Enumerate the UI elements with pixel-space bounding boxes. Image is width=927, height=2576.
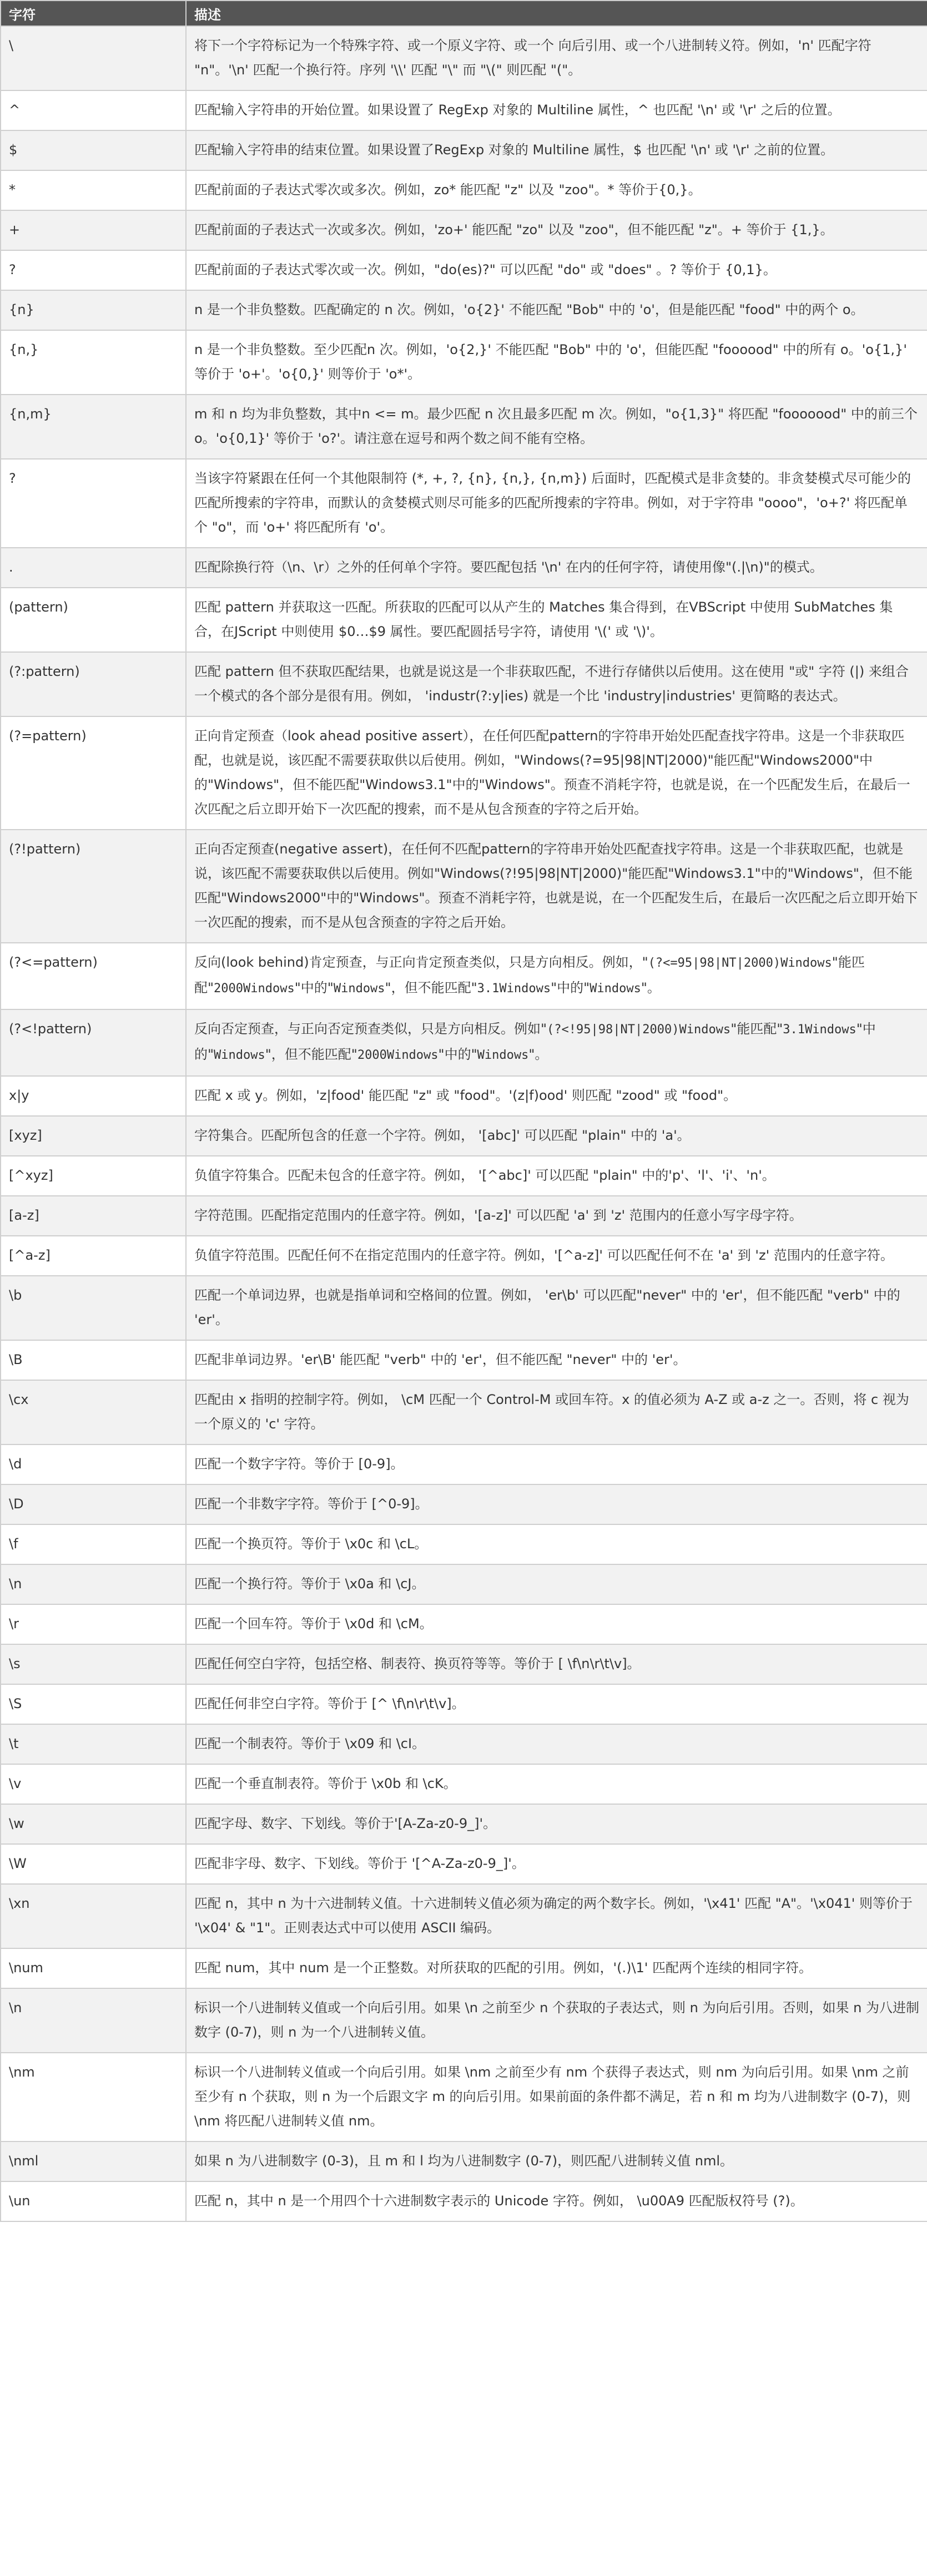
table-row — [1, 1484, 927, 1524]
desc-cell: 匹配 n，其中 n 为十六进制转义值。十六进制转义值必须为确定的两个数字长。例如，'\x41' 匹配 "A"。'\x041' 则等价于 '\x04' & "1"。正则表达式中可以使用 ASCII 编码。 — [186, 1884, 927, 1948]
char-cell: \t — [1, 1724, 186, 1764]
table-row — [1, 1644, 927, 1684]
desc-cell: 将下一个字符标记为一个特殊字符、或一个原义字符、或一个 向后引用、或一个八进制转义符。例如，'n' 匹配字符 "n"。'\n' 匹配一个换行符。序列 '\\' 匹配 "\" 而 "\(" 则匹配 "("。 — [186, 26, 927, 90]
desc-text: "中的" — [294, 980, 334, 996]
table-row — [1, 1236, 927, 1276]
table-row — [1, 2053, 927, 2141]
desc-cell: 负值字符集合。匹配未包含的任意字符。例如， '[^abc]' 可以匹配 "plain" 中的'p'、'l'、'i'、'n'。 — [186, 1156, 927, 1196]
table-row — [1, 1380, 927, 1444]
table-row — [1, 1764, 927, 1804]
desc-text: 反向(look behind)肯定预查，与正向肯定预查类似，只是方向相反。例如，" — [194, 954, 648, 970]
desc-cell: 匹配任何非空白字符。等价于 [^ \f\n\r\t\v]。 — [186, 1684, 927, 1724]
desc-cell: 匹配一个换行符。等价于 \x0a 和 \cJ。 — [186, 1564, 927, 1604]
desc-cell — [186, 943, 927, 1009]
desc-cell: 匹配前面的子表达式零次或多次。例如，zo* 能匹配 "z" 以及 "zoo"。* 等价于{0,}。 — [186, 170, 927, 210]
desc-cell: 匹配一个回车符。等价于 \x0d 和 \cM。 — [186, 1604, 927, 1644]
code-snippet: 3.1Windows — [477, 982, 551, 996]
table-row — [1, 250, 927, 290]
char-cell: [a-z] — [1, 1196, 186, 1236]
desc-text: "中的" — [551, 980, 590, 996]
char-cell: \d — [1, 1444, 186, 1484]
char-cell: (?<=pattern) — [1, 943, 186, 1009]
table-row — [1, 716, 927, 830]
char-cell: \w — [1, 1804, 186, 1844]
desc-text: "，但不能匹配" — [265, 1047, 357, 1062]
char-cell: + — [1, 210, 186, 250]
desc-cell — [186, 1009, 927, 1076]
table-row — [1, 1988, 927, 2053]
desc-cell: 匹配非单词边界。'er\B' 能匹配 "verb" 中的 'er'，但不能匹配 "never" 中的 'er'。 — [186, 1340, 927, 1380]
desc-cell: m 和 n 均为非负整数，其中n <= m。最少匹配 n 次且最多匹配 m 次。例如，"o{1,3}" 将匹配 "fooooood" 中的前三个 o。'o{0,1}' 等价于 'o?'。请注意在逗号和两个数之间不能有空格。 — [186, 395, 927, 459]
code-snippet: (?<!95|98|NT|2000)Windows — [547, 1023, 731, 1037]
char-cell: \num — [1, 1948, 186, 1988]
table-row — [1, 1196, 927, 1236]
table-row — [1, 943, 927, 1009]
char-cell: {n} — [1, 290, 186, 330]
char-cell: {n,m} — [1, 395, 186, 459]
desc-cell: 匹配 num，其中 num 是一个正整数。对所获取的匹配的引用。例如，'(.)\1' 匹配两个连续的相同字符。 — [186, 1948, 927, 1988]
desc-cell: 匹配一个非数字字符。等价于 [^0-9]。 — [186, 1484, 927, 1524]
char-cell: \r — [1, 1604, 186, 1644]
char-cell: ? — [1, 250, 186, 290]
char-cell: (?:pattern) — [1, 652, 186, 716]
char-cell: \W — [1, 1844, 186, 1884]
table-row — [1, 459, 927, 548]
table-row — [1, 1524, 927, 1564]
char-cell: \D — [1, 1484, 186, 1524]
table-row — [1, 1444, 927, 1484]
desc-cell: 匹配 x 或 y。例如，'z|food' 能匹配 "z" 或 "food"。'(z|f)ood' 则匹配 "zood" 或 "food"。 — [186, 1076, 927, 1116]
char-cell: (?<!pattern) — [1, 1009, 186, 1076]
char-cell: [^xyz] — [1, 1156, 186, 1196]
desc-cell: 匹配除换行符（\n、\r）之外的任何单个字符。要匹配包括 '\n' 在内的任何字符，请使用像"(.|\n)"的模式。 — [186, 548, 927, 588]
desc-cell: 匹配 n，其中 n 是一个用四个十六进制数字表示的 Unicode 字符。例如， \u00A9 匹配版权符号 (?)。 — [186, 2181, 927, 2221]
code-snippet: Windows — [333, 982, 385, 996]
table-row — [1, 290, 927, 330]
desc-cell: 匹配一个垂直制表符。等价于 \x0b 和 \cK。 — [186, 1764, 927, 1804]
table-row — [1, 1276, 927, 1340]
desc-text: "，但不能匹配" — [385, 980, 477, 996]
char-cell: \v — [1, 1764, 186, 1804]
desc-cell: 字符集合。匹配所包含的任意一个字符。例如， '[abc]' 可以匹配 "plain" 中的 'a'。 — [186, 1116, 927, 1156]
table-row — [1, 395, 927, 459]
desc-cell: 负值字符范围。匹配任何不在指定范围内的任意字符。例如，'[^a-z]' 可以匹配任何不在 'a' 到 'z' 范围内的任意字符。 — [186, 1236, 927, 1276]
table-row — [1, 170, 927, 210]
table-row — [1, 652, 927, 716]
desc-text: "。 — [528, 1047, 548, 1062]
table-row — [1, 1684, 927, 1724]
desc-text: "中的" — [438, 1047, 477, 1062]
desc-text: 反向否定预查，与正向否定预查类似，只是方向相反。例如" — [194, 1021, 547, 1037]
desc-cell: 当该字符紧跟在任何一个其他限制符 (*, +, ?, {n}, {n,}, {n,m}) 后面时，匹配模式是非贪婪的。非贪婪模式尽可能少的匹配所搜索的字符串，而默认的贪婪模式则尽可能多的匹配所搜索的字符串。例如，对于字符串 "oooo"，'o+?' 将匹配单个 "o"，而 'o+' 将匹配所有 'o'。 — [186, 459, 927, 548]
desc-text: "能匹配" — [730, 1021, 783, 1037]
code-snippet: Windows — [477, 1048, 529, 1062]
desc-text: "。 — [641, 980, 661, 996]
char-cell: \un — [1, 2181, 186, 2221]
char-cell: [^a-z] — [1, 1236, 186, 1276]
char-cell: \xn — [1, 1884, 186, 1948]
desc-cell: 正向否定预查(negative assert)，在任何不匹配pattern的字符串开始处匹配查找字符串。这是一个非获取匹配，也就是说，该匹配不需要获取供以后使用。例如"Windows(?!95|98|NT|2000)"能匹配"Windows3.1"中的"Windows"，但不能匹配"Windows2000"中的"Windows"。预查不消耗字符，也就是说，在一个匹配发生后，在最后一次匹配之后立即开始下一次匹配的搜索，而不是从包含预查的字符之后开始。 — [186, 830, 927, 943]
desc-cell: 匹配字母、数字、下划线。等价于'[A-Za-z0-9_]'。 — [186, 1804, 927, 1844]
code-snippet: (?<=95|98|NT|2000)Windows — [648, 956, 832, 970]
char-cell: (?!pattern) — [1, 830, 186, 943]
code-snippet: 3.1Windows — [783, 1023, 857, 1037]
table-row — [1, 90, 927, 130]
char-cell: (?=pattern) — [1, 716, 186, 830]
column-header-desc: 描述 — [186, 1, 927, 26]
char-cell: $ — [1, 130, 186, 170]
desc-cell: 正向肯定预查（look ahead positive assert），在任何匹配pattern的字符串开始处匹配查找字符串。这是一个非获取匹配，也就是说，该匹配不需要获取供以后使用。例如，"Windows(?=95|98|NT|2000)"能匹配"Windows2000"中的"Windows"，但不能匹配"Windows3.1"中的"Windows"。预查不消耗字符，也就是说，在一个匹配发生后，在最后一次匹配之后立即开始下一次匹配的搜索，而不是从包含预查的字符之后开始。 — [186, 716, 927, 830]
desc-cell: 匹配一个数字字符。等价于 [0-9]。 — [186, 1444, 927, 1484]
table-row — [1, 330, 927, 395]
char-cell: \s — [1, 1644, 186, 1684]
char-cell: (pattern) — [1, 588, 186, 652]
desc-cell: 标识一个八进制转义值或一个向后引用。如果 \n 之前至少 n 个获取的子表达式，则 n 为向后引用。否则，如果 n 为八进制数字 (0-7)，则 n 为一个八进制转义值。 — [186, 1988, 927, 2053]
table-row — [1, 2141, 927, 2181]
desc-cell: 匹配一个换页符。等价于 \x0c 和 \cL。 — [186, 1524, 927, 1564]
code-snippet: Windows — [214, 1048, 265, 1062]
table-row — [1, 1948, 927, 1988]
char-cell: \cx — [1, 1380, 186, 1444]
table-row — [1, 830, 927, 943]
table-row — [1, 1844, 927, 1884]
char-cell: \B — [1, 1340, 186, 1380]
char-cell: \f — [1, 1524, 186, 1564]
char-cell: \S — [1, 1684, 186, 1724]
char-cell: x|y — [1, 1076, 186, 1116]
table-row — [1, 1156, 927, 1196]
char-cell: [xyz] — [1, 1116, 186, 1156]
desc-cell: 匹配输入字符串的结束位置。如果设置了RegExp 对象的 Multiline 属性，$ 也匹配 '\n' 或 '\r' 之前的位置。 — [186, 130, 927, 170]
desc-cell: n 是一个非负整数。至少匹配n 次。例如，'o{2,}' 不能匹配 "Bob" 中的 'o'，但能匹配 "foooood" 中的所有 o。'o{1,}' 等价于 'o+'。'o{0,}' 则等价于 'o*'。 — [186, 330, 927, 395]
desc-cell: n 是一个非负整数。匹配确定的 n 次。例如，'o{2}' 不能匹配 "Bob" 中的 'o'，但是能匹配 "food" 中的两个 o。 — [186, 290, 927, 330]
char-cell: \nm — [1, 2053, 186, 2141]
char-cell: \b — [1, 1276, 186, 1340]
code-snippet: Windows — [590, 982, 641, 996]
table-row — [1, 1116, 927, 1156]
table-row — [1, 1564, 927, 1604]
table-row — [1, 1076, 927, 1116]
table-row — [1, 1804, 927, 1844]
table-header-row — [1, 1, 927, 26]
desc-text: "能匹配" — [194, 954, 865, 996]
char-cell: . — [1, 548, 186, 588]
desc-cell: 匹配任何空白字符，包括空格、制表符、换页符等等。等价于 [ \f\n\r\t\v]。 — [186, 1644, 927, 1684]
table-row — [1, 588, 927, 652]
table-row — [1, 1884, 927, 1948]
table-row — [1, 1340, 927, 1380]
desc-cell: 匹配一个制表符。等价于 \x09 和 \cI。 — [186, 1724, 927, 1764]
desc-cell: 匹配前面的子表达式零次或一次。例如，"do(es)?" 可以匹配 "do" 或 "does" 。? 等价于 {0,1}。 — [186, 250, 927, 290]
char-cell: \nml — [1, 2141, 186, 2181]
desc-cell: 匹配由 x 指明的控制字符。例如， \cM 匹配一个 Control-M 或回车符。x 的值必须为 A-Z 或 a-z 之一。否则，将 c 视为一个原义的 'c' 字符。 — [186, 1380, 927, 1444]
table-row — [1, 210, 927, 250]
char-cell: \n — [1, 1564, 186, 1604]
desc-cell: 如果 n 为八进制数字 (0-3)，且 m 和 l 均为八进制数字 (0-7)，则匹配八进制转义值 nml。 — [186, 2141, 927, 2181]
table-row — [1, 1604, 927, 1644]
char-cell: {n,} — [1, 330, 186, 395]
desc-cell: 匹配非字母、数字、下划线。等价于 '[^A-Za-z0-9_]'。 — [186, 1844, 927, 1884]
table-row — [1, 26, 927, 90]
table-row — [1, 130, 927, 170]
table-body — [1, 26, 927, 2221]
desc-cell: 匹配前面的子表达式一次或多次。例如，'zo+' 能匹配 "zo" 以及 "zoo"，但不能匹配 "z"。+ 等价于 {1,}。 — [186, 210, 927, 250]
table-row — [1, 1724, 927, 1764]
column-header-char: 字符 — [1, 1, 186, 26]
char-cell: ^ — [1, 90, 186, 130]
table-row — [1, 1009, 927, 1076]
desc-cell: 标识一个八进制转义值或一个向后引用。如果 \nm 之前至少有 nm 个获得子表达式，则 nm 为向后引用。如果 \nm 之前至少有 n 个获取，则 n 为一个后跟文字 m 的向后引用。如果前面的条件都不满足，若 n 和 m 均为八进制数字 (0-7)，则 \nm 将匹配八进制转义值 nm。 — [186, 2053, 927, 2141]
char-cell: * — [1, 170, 186, 210]
desc-cell: 字符范围。匹配指定范围内的任意字符。例如，'[a-z]' 可以匹配 'a' 到 'z' 范围内的任意小写字母字符。 — [186, 1196, 927, 1236]
desc-cell: 匹配一个单词边界，也就是指单词和空格间的位置。例如， 'er\b' 可以匹配"never" 中的 'er'，但不能匹配 "verb" 中的 'er'。 — [186, 1276, 927, 1340]
desc-cell: 匹配 pattern 并获取这一匹配。所获取的匹配可以从产生的 Matches 集合得到，在VBScript 中使用 SubMatches 集合，在JScript 中则使用 $0…$9 属性。要匹配圆括号字符，请使用 '\(' 或 '\)'。 — [186, 588, 927, 652]
table-row — [1, 2181, 927, 2221]
desc-cell: 匹配输入字符串的开始位置。如果设置了 RegExp 对象的 Multiline 属性，^ 也匹配 '\n' 或 '\r' 之后的位置。 — [186, 90, 927, 130]
table-row — [1, 548, 927, 588]
char-cell: \ — [1, 26, 186, 90]
desc-cell: 匹配 pattern 但不获取匹配结果，也就是说这是一个非获取匹配，不进行存储供以后使用。这在使用 "或" 字符 (|) 来组合一个模式的各个部分是很有用。例如， 'industr(?:y|ies) 就是一个比 'industry|industries' 更简略的表达式。 — [186, 652, 927, 716]
desc-text: "中的" — [194, 1021, 876, 1062]
code-snippet: 2000Windows — [357, 1048, 439, 1062]
char-cell: ? — [1, 459, 186, 548]
char-cell: \n — [1, 1988, 186, 2053]
code-snippet: 2000Windows — [214, 982, 295, 996]
